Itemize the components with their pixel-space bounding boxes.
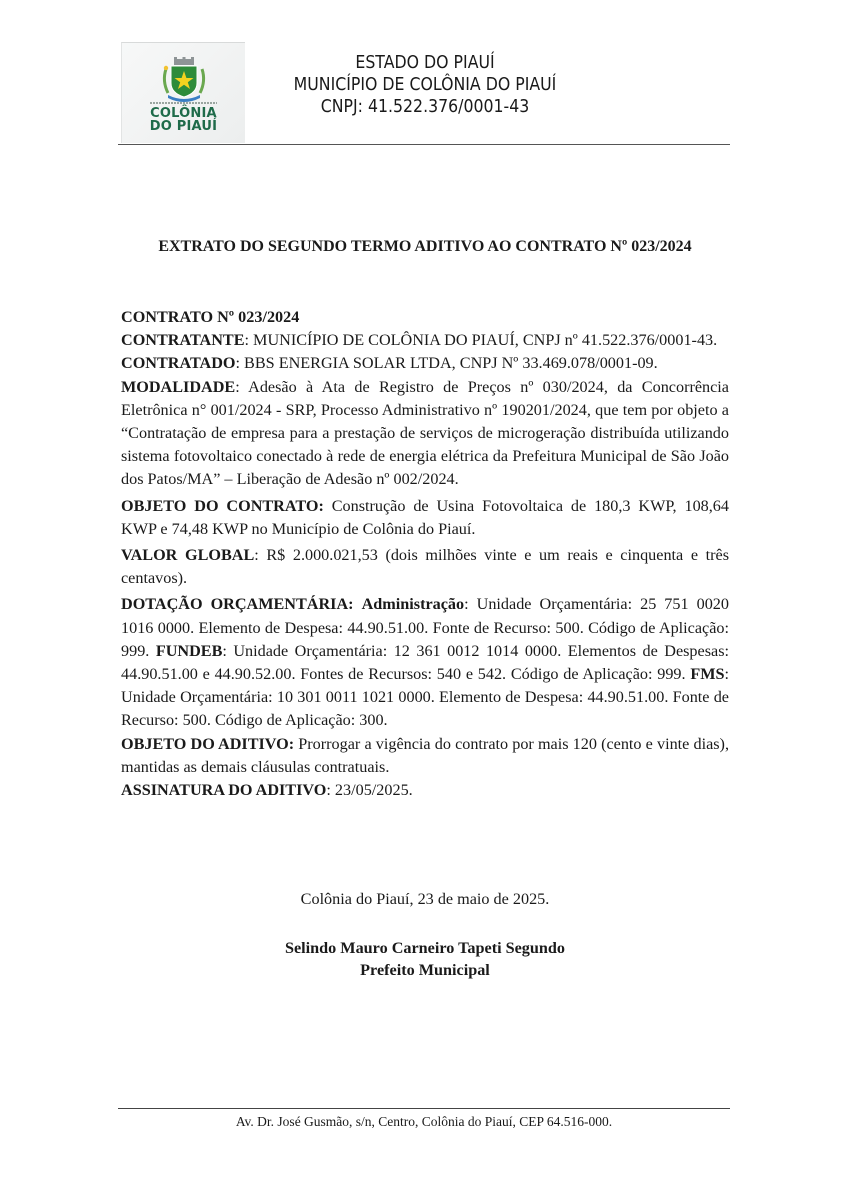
clause-label: CONTRATADO	[121, 354, 236, 373]
clause-text: Prorrogar a vigência do contrato por mais 120 (cento e vinte dias), mantidas as demais cláusulas contratuais.	[121, 734, 729, 776]
municipal-coat-of-arms-icon	[156, 57, 212, 105]
clause-label: CONTRATO Nº 023/2024	[121, 308, 300, 326]
logo-text-line1: COLÔNIA	[150, 106, 217, 121]
clause-label: OBJETO DO ADITIVO:	[121, 734, 295, 753]
municipality-logo	[121, 42, 245, 143]
header-divider	[118, 144, 730, 145]
clause-label: DOTAÇÃO ORÇAMENTÁRIA:	[121, 595, 354, 614]
clause-contrato	[121, 306, 729, 329]
clause-label: OBJETO DO CONTRATO:	[121, 496, 324, 515]
clause-text: : Adesão à Ata de Registro de Preços nº 030/2024, da Concorrência Eletrônica n° 001/2024 - SRP, Processo Administrativo nº 190201/2024, que tem por objeto a “Contratação de empresa para a prestação de serviços de microgeração distribuída utilizando sistema fotovoltaico conectado à rede de energia elétrica da Prefeitura Municipal de São João dos Patos/MA” – Liberação de Adesão nº 002/2024.	[121, 377, 729, 489]
signature-block	[121, 937, 729, 981]
clause-label: ASSINATURA DO ADITIVO	[121, 781, 327, 800]
clause-label: MODALIDADE	[121, 377, 236, 396]
dotacao-fms-label: FMS	[690, 665, 725, 684]
clause-contratante	[121, 329, 729, 352]
dotacao-admin-text: : Unidade Orçamentária: 25 751 0020 1016 0000. Elemento de Despesa: 44.90.51.00. Fonte de Recurso: 500. Código de Aplicação: 999.	[121, 595, 729, 660]
clause-objeto-contrato	[121, 495, 729, 541]
footer-divider	[118, 1108, 730, 1109]
signer-role: Prefeito Municipal	[360, 961, 490, 979]
clause-label: CONTRATANTE	[121, 331, 245, 350]
clause-assinatura	[121, 779, 729, 802]
document-body	[121, 306, 729, 802]
letterhead-state: ESTADO DO PIAUÍ	[355, 53, 495, 73]
clause-text: Construção de Usina Fotovoltaica de 180,3 KWP, 108,64 KWP e 74,48 KWP no Município de Colônia do Piauí.	[121, 496, 729, 538]
letterhead-cnpj: CNPJ: 41.522.376/0001-43	[320, 97, 530, 117]
clause-modalidade	[121, 376, 729, 492]
footer-address: Av. Dr. José Gusmão, s/n, Centro, Colônia do Piauí, CEP 64.516-000.	[235, 1114, 613, 1129]
document-title: EXTRATO DO SEGUNDO TERMO ADITIVO AO CONTRATO Nº 023/2024	[158, 238, 692, 255]
clause-objeto-aditivo	[121, 733, 729, 779]
dotacao-fundeb-text: : Unidade Orçamentária: 12 361 0012 1014 0000. Elementos de Despesas: 44.90.51.00 e 44.90.52.00. Fontes de Recursos: 540 e 542. Código de Aplicação: 999.	[121, 641, 729, 684]
clause-contratado	[121, 352, 729, 375]
dotacao-fundeb-label: FUNDEB	[155, 641, 223, 660]
logo-text-line2: DO PIAUÍ	[149, 119, 218, 134]
clause-text: : MUNICÍPIO DE COLÔNIA DO PIAUÍ, CNPJ nº 41.522.376/0001-43.	[244, 331, 718, 350]
letterhead-municipality: MUNICÍPIO DE COLÔNIA DO PIAUÍ	[293, 75, 557, 95]
clause-text: : 23/05/2025.	[326, 781, 413, 800]
dotacao-admin-label: Administração	[361, 595, 465, 614]
clause-label: VALOR GLOBAL	[121, 546, 255, 565]
letterhead	[277, 52, 574, 118]
clause-valor-global	[121, 544, 729, 590]
clause-dotacao	[121, 593, 729, 732]
place-and-date: Colônia do Piauí, 23 de maio de 2025.	[300, 890, 550, 908]
dotacao-fms-text: : Unidade Orçamentária: 10 301 0011 1021 0000. Elemento de Despesa: 44.90.51.00. Fonte de Recurso: 500. Código de Aplicação: 300.	[121, 665, 729, 730]
clause-text: : R$ 2.000.021,53 (dois milhões vinte e um reais e cinquenta e três centavos).	[121, 546, 729, 588]
clause-text: : BBS ENERGIA SOLAR LTDA, CNPJ Nº 33.469.078/0001-09.	[235, 354, 658, 373]
signer-name: Selindo Mauro Carneiro Tapeti Segundo	[284, 939, 566, 957]
logo-small-caption	[150, 102, 217, 104]
